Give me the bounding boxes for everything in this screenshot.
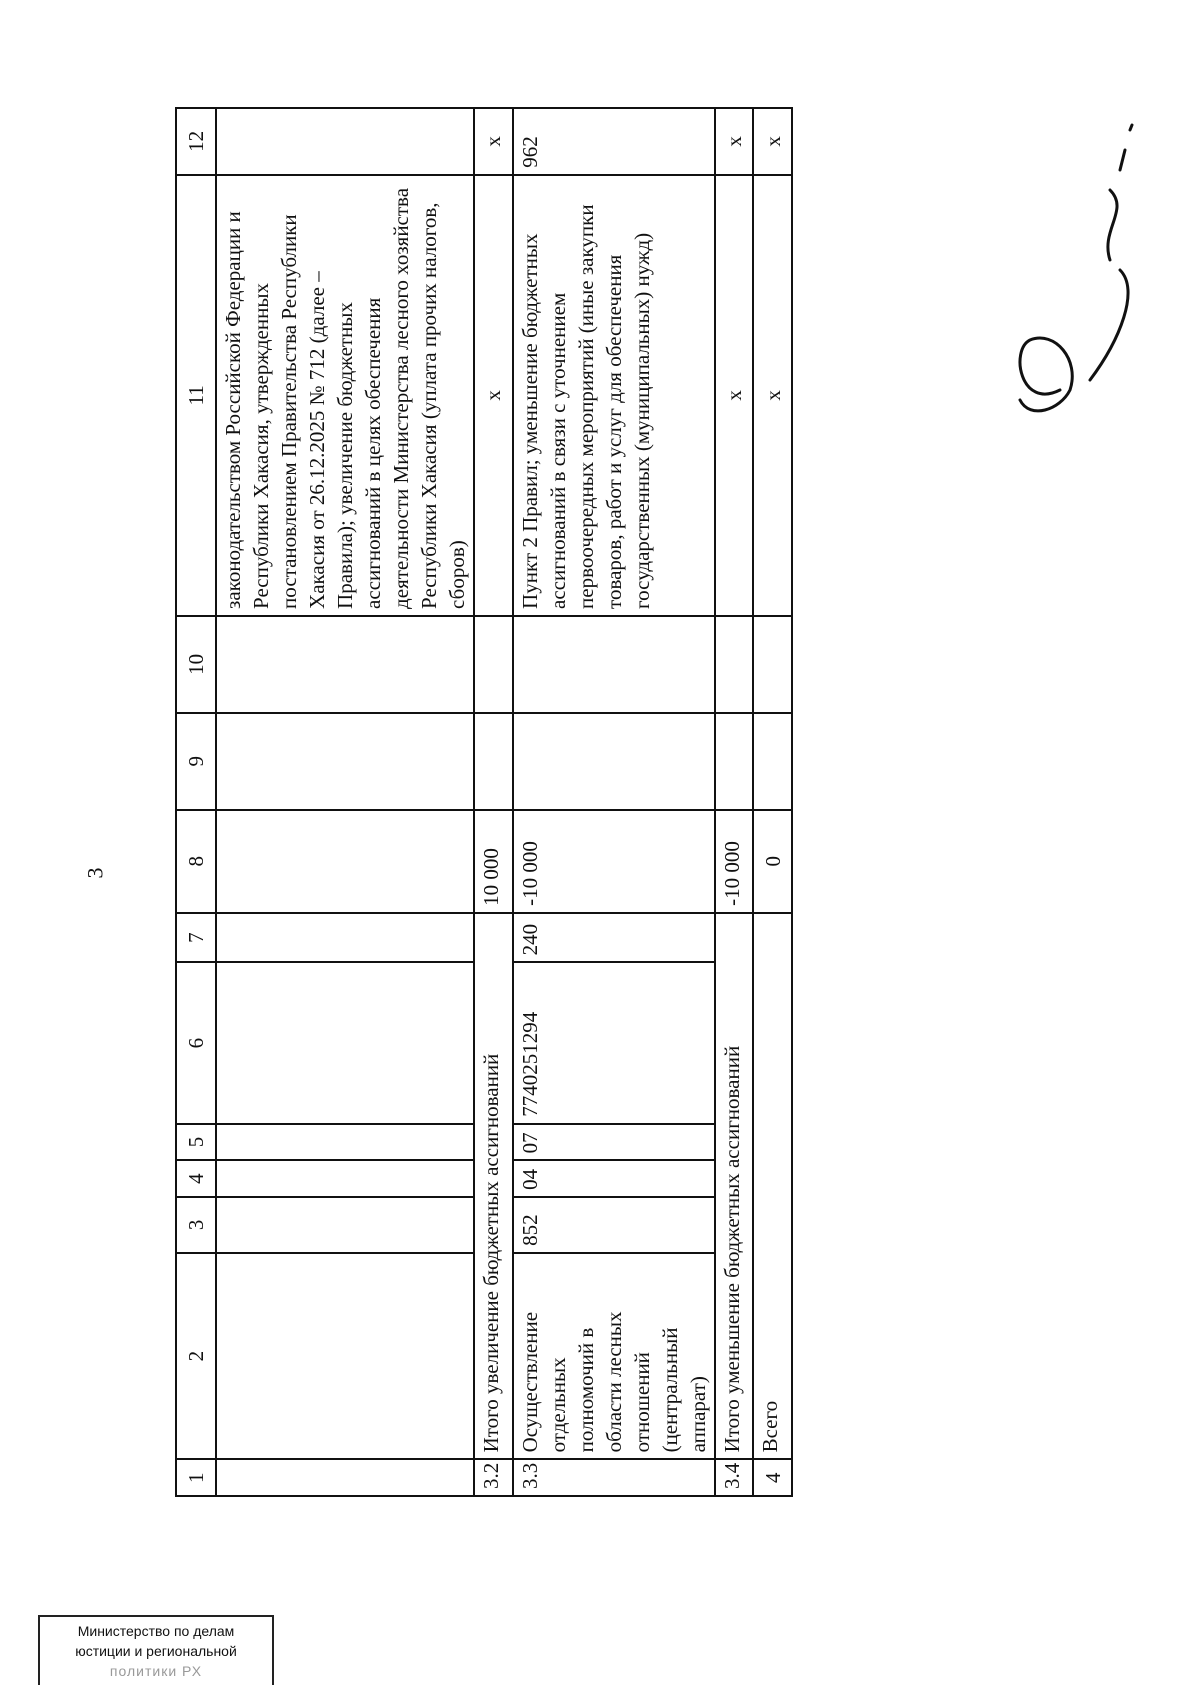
col-header: 10 — [176, 616, 216, 713]
row-number: 3.2 — [474, 1459, 513, 1496]
table-row — [474, 108, 513, 1496]
x-cell: х — [715, 175, 754, 616]
x-cell: х — [753, 175, 792, 616]
code-cell: 7740251294 — [513, 962, 715, 1123]
header-row — [176, 108, 216, 1496]
table-row — [216, 108, 474, 1496]
row-number: 3.4 — [715, 1459, 754, 1496]
col-header: 4 — [176, 1160, 216, 1197]
row-label: Всего — [753, 913, 792, 1460]
col-header: 9 — [176, 713, 216, 810]
x-cell: х — [474, 108, 513, 175]
justification-cell: законодательством Российской Федерации и Республики Хакасия, утвержденных постановлением Правительства Республики Хакасия от 26.12.2025 № 712 (далее – Правила); увеличение бюджетных ассигнований в целях обеспечения деятельности Министерства лесного хозяйства Республики Хакасия (уплата прочих налогов, сборов) — [216, 175, 474, 616]
budget-table-rotated — [175, 107, 793, 1497]
col-header: 2 — [176, 1253, 216, 1460]
col-header: 7 — [176, 913, 216, 962]
signature-icon — [1000, 90, 1150, 430]
code-cell: 852 — [513, 1197, 715, 1253]
col-header: 5 — [176, 1124, 216, 1161]
row-number: 3.3 — [513, 1459, 715, 1496]
col-header: 1 — [176, 1459, 216, 1496]
amount-cell: -10 000 — [513, 810, 715, 913]
table-row — [513, 108, 715, 1496]
stamp-line: юстиции и региональной — [75, 1643, 237, 1659]
col-header: 3 — [176, 1197, 216, 1253]
row-number: 4 — [753, 1459, 792, 1496]
col-header: 12 — [176, 108, 216, 175]
x-cell: х — [753, 108, 792, 175]
row-label: Итого увеличение бюджетных ассигнований — [474, 913, 513, 1460]
col-header: 11 — [176, 175, 216, 616]
stamp-line: политики РХ — [109, 1663, 203, 1679]
code-cell: 04 — [513, 1160, 715, 1197]
table-row — [715, 108, 754, 1496]
amount-cell: 0 — [753, 810, 792, 913]
row-label: Итого уменьшение бюджетных ассигнований — [715, 913, 754, 1460]
program-name: Осуществление отдельных полномочий в области лесных отношений (центральный аппарат) — [513, 1253, 715, 1460]
code-cell: 07 — [513, 1124, 715, 1161]
registration-stamp — [38, 1615, 274, 1685]
table-row — [753, 108, 792, 1496]
code-cell: 240 — [513, 913, 715, 962]
justification-cell: Пункт 2 Правил; уменьшение бюджетных ассигнований в связи с уточнением первоочередных мероприятий (иные закупки товаров, работ и услуг для обеспечения государственных (муниципальных) нужд) — [513, 175, 715, 616]
x-cell: х — [474, 175, 513, 616]
col-header: 6 — [176, 962, 216, 1123]
budget-table — [175, 107, 793, 1497]
x-cell: х — [715, 108, 754, 175]
stamp-line: Министерство по делам — [77, 1623, 235, 1639]
page-number: 3 — [82, 867, 108, 879]
amount-cell: 10 000 — [474, 810, 513, 913]
amount-cell: -10 000 — [715, 810, 754, 913]
col-header: 8 — [176, 810, 216, 913]
code-cell: 962 — [513, 108, 715, 175]
